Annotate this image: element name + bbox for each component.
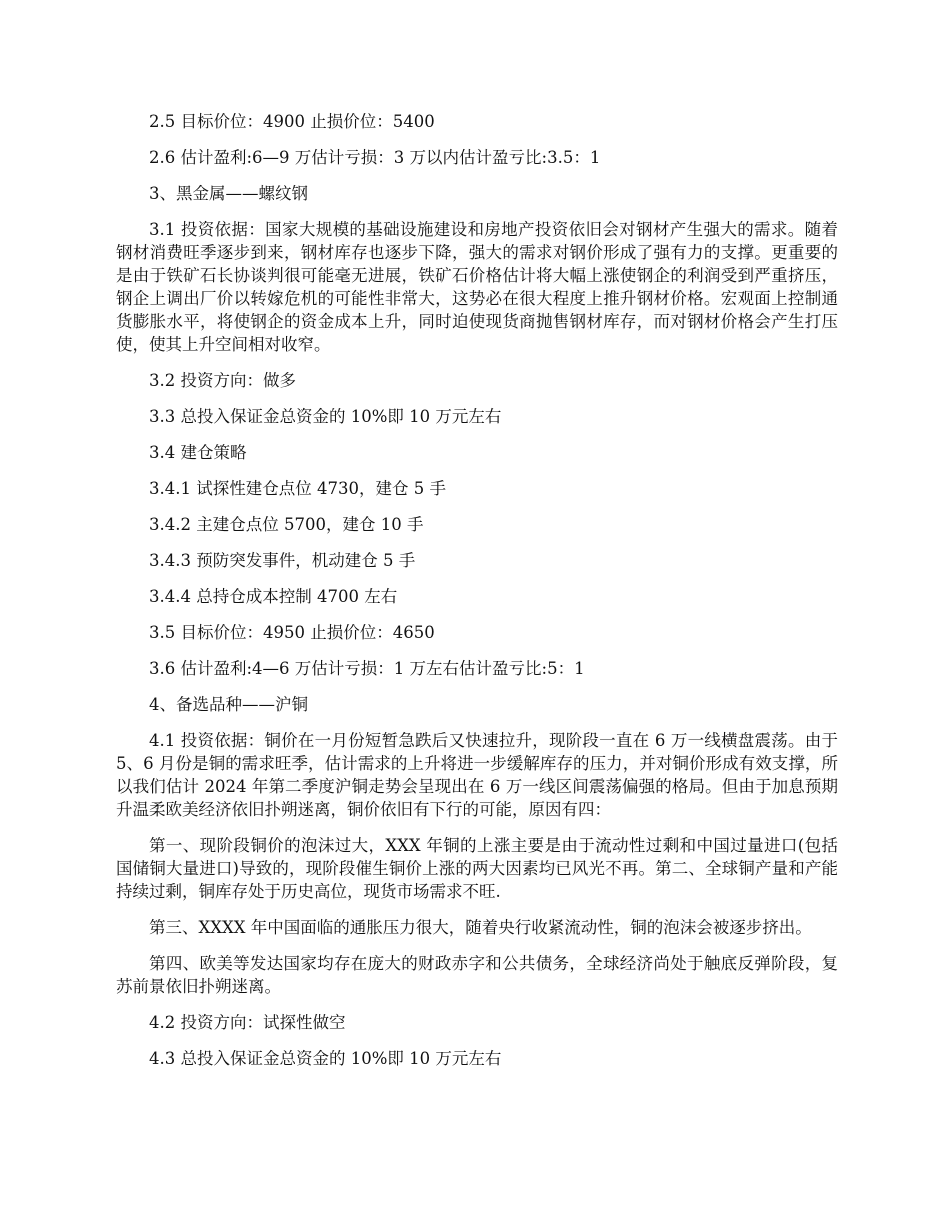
- paragraph-3-4-strategy: 3.4 建仓策略: [149, 443, 247, 462]
- paragraph-3-6-estimate: 3.6 估计盈利:4—6 万估计亏损：1 万左右估计盈亏比:5：1: [149, 659, 585, 678]
- paragraph-reason-one-two: 第一、现阶段铜价的泡沫过大，XXX 年铜的上涨主要是由于流动性过剩和中国过量进口(包括国储铜大量进口)导致的，现阶段催生铜价上涨的两大因素均已风光不再。第二、全球铜产量和产能持续过剩，铜库存处于历史高位，现货市场需求不旺.: [116, 836, 839, 901]
- section-heading-copper: 4、备选品种——沪铜: [149, 695, 308, 714]
- paragraph-4-2-direction: 4.2 投资方向：试探性做空: [149, 1013, 346, 1032]
- paragraph-3-1-basis: 3.1 投资依据：国家大规模的基础设施建设和房地产投资依旧会对钢材产生强大的需求。随着钢材消费旺季逐步到来，钢材库存也逐步下降，强大的需求对钢价形成了强有力的支撑。更重要的是由于铁矿石长协谈判很可能毫无进展，铁矿石价格估计将大幅上涨使钢企的利润受到严重挤压，钢企上调出厂价以转嫁危机的可能性非常大，这势必在很大程度上推升钢材价格。宏观面上控制通货膨胀水平，将使钢企的资金成本上升，同时迫使现货商抛售钢材库存，而对钢材价格会产生打压使，使其上升空间相对收窄。: [116, 220, 838, 354]
- paragraph-3-4-4: 3.4.4 总持仓成本控制 4700 左右: [149, 587, 398, 606]
- paragraph-2-6-estimate: 2.6 估计盈利:6—9 万估计亏损：3 万以内估计盈亏比:3.5：1: [149, 148, 601, 167]
- paragraph-3-2-direction: 3.2 投资方向：做多: [149, 371, 296, 390]
- paragraph-3-4-1: 3.4.1 试探性建仓点位 4730，建仓 5 手: [149, 479, 446, 498]
- section-heading-rebar: 3、黑金属——螺纹钢: [149, 184, 308, 203]
- paragraph-4-1-basis: 4.1 投资依据：铜价在一月份短暂急跌后又快速拉升，现阶段一直在 6 万一线横盘震荡。由于 5、6 月份是铜的需求旺季，估计需求的上升将进一步缓解库存的压力，并对铜价形成有效支撑，所以我们估计 2024 年第二季度沪铜走势会呈现出在 6 万一线区间震荡偏强的格局。但由于加息预期升温柔欧美经济依旧扑朔迷离，铜价依旧有下行的可能，原因有四：: [116, 731, 838, 819]
- paragraph-4-3-margin: 4.3 总投入保证金总资金的 10%即 10 万元左右: [149, 1049, 502, 1068]
- paragraph-3-4-2: 3.4.2 主建仓点位 5700，建仓 10 手: [149, 515, 424, 534]
- paragraph-reason-four: 第四、欧美等发达国家均存在庞大的财政赤字和公共债务，全球经济尚处于触底反弹阶段，复苏前景依旧扑朔迷离。: [116, 954, 838, 996]
- paragraph-3-4-3: 3.4.3 预防突发事件，机动建仓 5 手: [149, 551, 416, 570]
- paragraph-3-3-margin: 3.3 总投入保证金总资金的 10%即 10 万元左右: [149, 407, 502, 426]
- document-body: [116, 110, 838, 1083]
- paragraph-reason-three: 第三、XXXX 年中国面临的通胀压力很大，随着央行收紧流动性，铜的泡沫会被逐步挤出。: [149, 918, 812, 937]
- paragraph-2-5-target-price: 2.5 目标价位：4900 止损价位：5400: [149, 112, 435, 131]
- paragraph-3-5-target-price: 3.5 目标价位：4950 止损价位：4650: [149, 623, 435, 642]
